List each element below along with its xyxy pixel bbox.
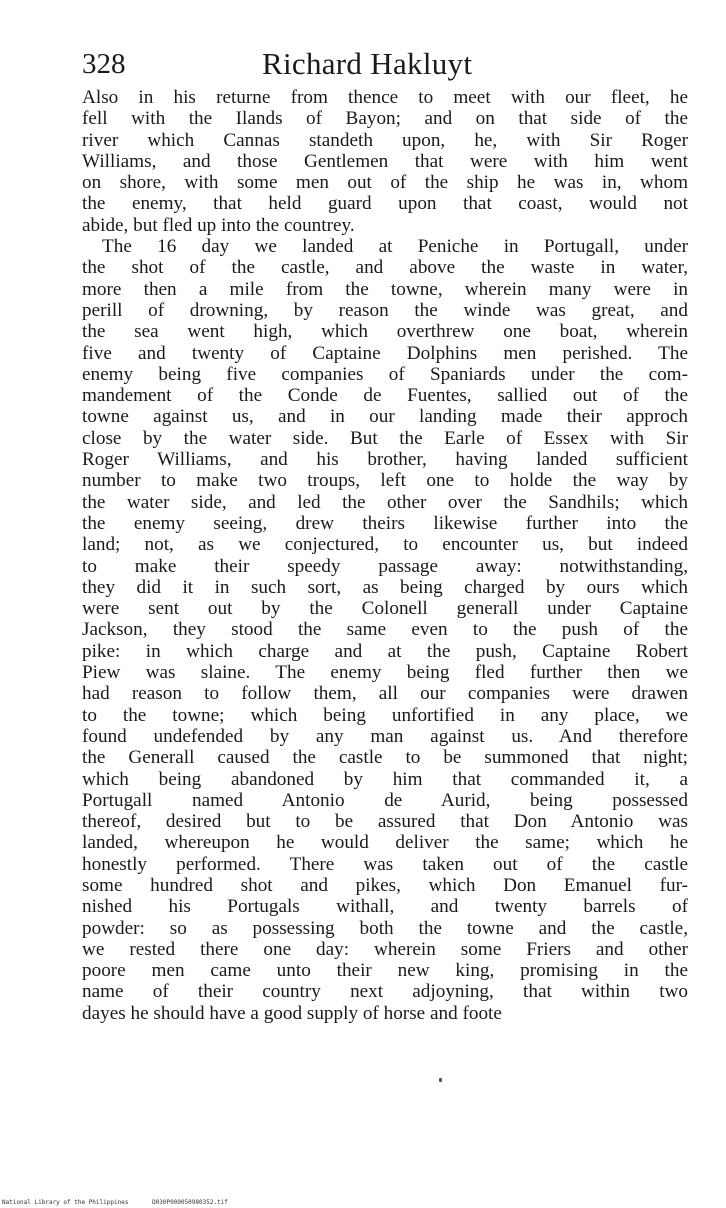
text-line: we rested there one day: wherein some Friers and other [82,938,688,960]
text-line: the enemy seeing, drew theirs likewise further into the [82,512,688,534]
text-line: Williams, and those Gentlemen that were with him went [82,150,688,172]
text-line: to the towne; which being unfortified in any place, we [82,704,688,726]
text-line: on shore, with some men out of the ship he was in, whom [82,172,688,194]
text-line: close by the water side. But the Earle of Essex with Sir [82,427,688,449]
text-line: Jackson, they stood the same even to the push of the [82,619,688,641]
text-line: nished his Portugals withall, and twenty barrels of [82,896,688,918]
text-line: dayes he should have a good supply of horse and foote [82,1002,502,1024]
text-line: mandement of the Conde de Fuentes, sallied out of the [82,385,688,407]
text-line: had reason to follow them, all our companies were drawen [82,683,688,705]
text-line: powder: so as possessing both the towne and the castle, [82,917,688,939]
page-header [82,44,688,88]
text-line: thereof, desired but to be assured that Don Antonio was [82,811,688,833]
text-line: number to make two troups, left one to holde the way by [82,470,688,492]
text-line: found undefended by any man against us. And therefore [82,725,688,747]
text-line: Piew was slaine. The enemy being fled further then we [82,662,688,684]
text-line: the Generall caused the castle to be summoned that night; [82,747,688,769]
text-line: more then a mile from the towne, wherein many were in [82,278,688,300]
text-line: poore men came unto their new king, promising in the [82,960,688,982]
text-line: the sea went high, which overthrew one boat, wherein [82,321,688,343]
text-line: honestly performed. There was taken out of the castle [82,853,688,875]
running-title: Richard Hakluyt [262,46,473,81]
text-line: name of their country next adjoyning, that within two [82,981,688,1003]
file-name: D030P000050980352.tif [152,1199,228,1206]
text-line: Roger Williams, and his brother, having landed sufficient [82,449,688,471]
text-line: land; not, as we conjectured, to encounter us, but indeed [82,534,688,556]
text-line: pike: in which charge and at the push, Captaine Robert [82,640,688,662]
text-line: landed, whereupon he would deliver the same; which he [82,832,688,854]
text-line: enemy being five companies of Spaniards under the com- [82,363,688,385]
text-line: The 16 day we landed at Peniche in Portugall, under [102,236,688,258]
text-line: the enemy, that held guard upon that coast, would not [82,193,688,215]
text-line: five and twenty of Captaine Dolphins men perished. The [82,342,688,364]
text-line: abide, but fled up into the countrey. [82,214,355,236]
library-name: National Library of the Philippines [2,1199,129,1206]
text-line: which being abandoned by him that commanded it, a [82,768,688,790]
stray-mark [439,1078,442,1082]
text-line: towne against us, and in our landing made their approch [82,406,688,428]
text-line: they did it in such sort, as being charged by ours which [82,576,688,598]
text-line: perill of drowning, by reason the winde was great, and [82,299,688,321]
text-line: river which Cannas standeth upon, he, with Sir Roger [82,129,688,151]
paragraph [82,236,688,1024]
text-line: to make their speedy passage away: notwithstanding, [82,555,688,577]
text-line: fell with the Ilands of Bayon; and on that side of the [82,108,688,130]
text-line: some hundred shot and pikes, which Don Emanuel fur- [82,874,688,896]
paragraph [82,87,688,236]
page-number: 328 [82,48,126,80]
text-line: the water side, and led the other over the Sandhils; which [82,491,688,513]
text-line: were sent out by the Colonell generall under Captaine [82,598,688,620]
text-line: the shot of the castle, and above the waste in water, [82,257,688,279]
text-line: Portugall named Antonio de Aurid, being possessed [82,789,688,811]
scan-footer [2,1199,248,1207]
text-line: Also in his returne from thence to meet with our fleet, he [82,87,688,108]
body-text [82,87,688,1024]
